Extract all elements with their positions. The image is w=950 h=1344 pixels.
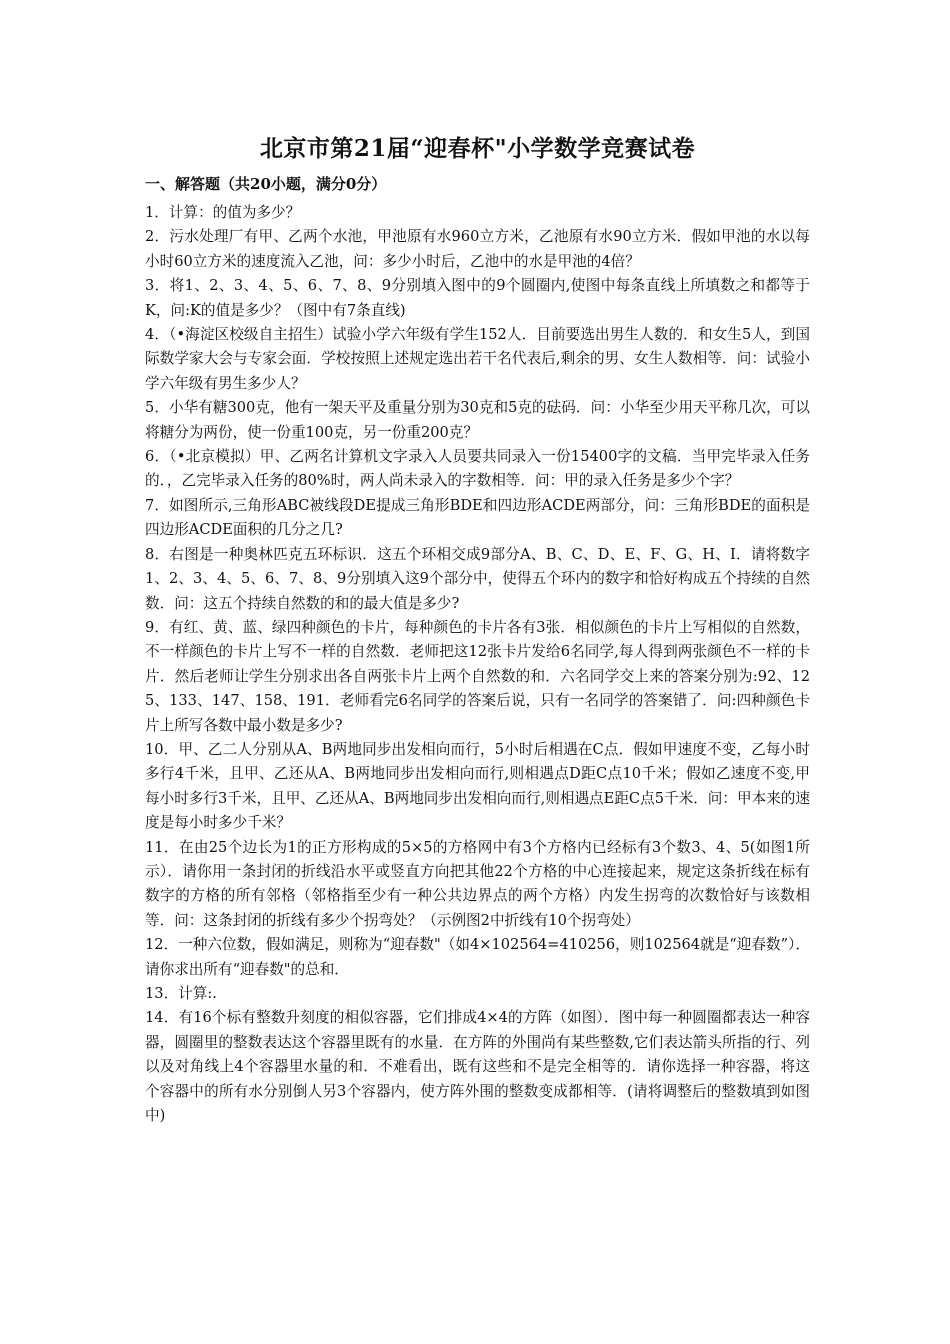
section-heading: 一、解答题（共20小题，满分0分） (145, 175, 387, 193)
question-4: 4．（•海淀区校级自主招生）试验小学六年级有学生152人．目前要选出男生人数的．和女生5人，到国际数学家大会与专家会面．学校按照上述规定选出若干名代表后,剩余的男、女生人数相等．问：试验小学六年级有男生多少人？ (145, 326, 810, 392)
question-14: 14．有16个标有整数升刻度的相似容器，它们排成4×4的方阵（如图）．图中每一种圆圈都表达一种容器，圆圈里的整数表达这个容器里既有的水量．在方阵的外围尚有某些整数,它们表达箭头所指的行、列以及对角线上4个容器里水量的和．不难看出，既有这些和不是完全相等的．请你选择一种容器，将这个容器中的所有水分别倒人另3个容器内，使方阵外围的整数变成都相等．(请将调整后的整数填到如图中) (145, 1009, 810, 1125)
page-title: 北京市第21届“迎春杯"小学数学竞赛试卷 (259, 135, 696, 162)
question-5: 5．小华有糖300克，他有一架天平及重量分别为30克和5克的砝码．问：小华至少用天平称几次，可以将糖分为两份，使一份重100克，另一份重200克？ (145, 399, 810, 441)
question-6: 6．（•北京模拟）甲、乙两名计算机文字录入人员要共同录入一份15400字的文稿．当甲完毕录入任务的．，乙完毕录入任务的80%时，两人尚未录入的字数相等．问：甲的录入任务是多少个字？ (145, 448, 810, 490)
question-3: 3．将1、2、3、4、5、6、7、8、9分别填入图中的9个圆圈内,使图中每条直线上所填数之和都等于K，问:K的值是多少？（图中有7条直线) (145, 277, 810, 319)
question-8: 8．右图是一种奥林匹克五环标识．这五个环相交成9部分A、B、C、D、E、F、G、H、I．请将数字1、2、3、4、5、6、7、8、9分别填入这9个部分中，使得五个环内的数字和恰好构成五个持续的自然数．问：这五个持续自然数的和的最大值是多少? (145, 545, 810, 612)
question-9: 9．有红、黄、蓝、绿四种颜色的卡片，每种颜色的卡片各有3张．相似颜色的卡片上写相似的自然数，不一样颜色的卡片上写不一样的自然数．老师把这12张卡片发给6名同学,每人得到两张颜色不一样的卡片．然后老师让学生分别求出各自两张卡片上两个自然数的和．六名同学交上来的答案分别为:92、125、133、147、158、191．老师看完6名同学的答案后说，只有一名同学的答案错了．问:四种颜色卡片上所写各数中最小数是多少? (145, 618, 810, 734)
question-7: 7．如图所示,三角形ABC被线段DE提成三角形BDE和四边形ACDE两部分，问：三角形BDE的面积是四边形ACDE面积的几分之几? (145, 496, 810, 539)
question-1: 1．计算：的值为多少？ (145, 204, 301, 221)
question-11: 11．在由25个边长为1的正方形构成的5×5的方格网中有3个方格内已经标有3个数3、4、5(如图1所示）．请你用一条封闭的折线沿水平或竖直方向把其他22个方格的中心连接起来，规定这条折线在标有数字的方格的所有邻格（邻格指至少有一种公共边界点的两个方格）内发生拐弯的次数恰好与该数相等．问：这条封闭的折线有多少个拐弯处？（示例图2中折线有10个拐弯处） (145, 838, 810, 929)
question-2: 2．污水处理厂有甲、乙两个水池，甲池原有水960立方米，乙池原有水90立方米．假如甲池的水以每小时60立方米的速度流入乙池，问：多少小时后，乙池中的水是甲池的4倍？ (145, 228, 810, 270)
question-10: 10．甲、乙二人分别从A、B两地同步出发相向而行，5小时后相遇在C点．假如甲速度不变，乙每小时多行4千米，且甲、乙还从A、B两地同步出发相向而行,则相遇点D距C点10千米；假如乙速度不变,甲每小时多行3千米，且甲、乙还从A、B两地同步出发相向而行,则相遇点E距C点5千米．问：甲本来的速度是每小时多少千米？ (145, 740, 810, 832)
question-list (145, 201, 810, 1128)
question-13: 13．计算:. (145, 985, 217, 1002)
question-12: 12．一种六位数，假如满足，则称为“迎春数"（如4×102564=410256，则102564就是“迎春数”）．请你求出所有“迎春数"的总和． (145, 936, 810, 978)
